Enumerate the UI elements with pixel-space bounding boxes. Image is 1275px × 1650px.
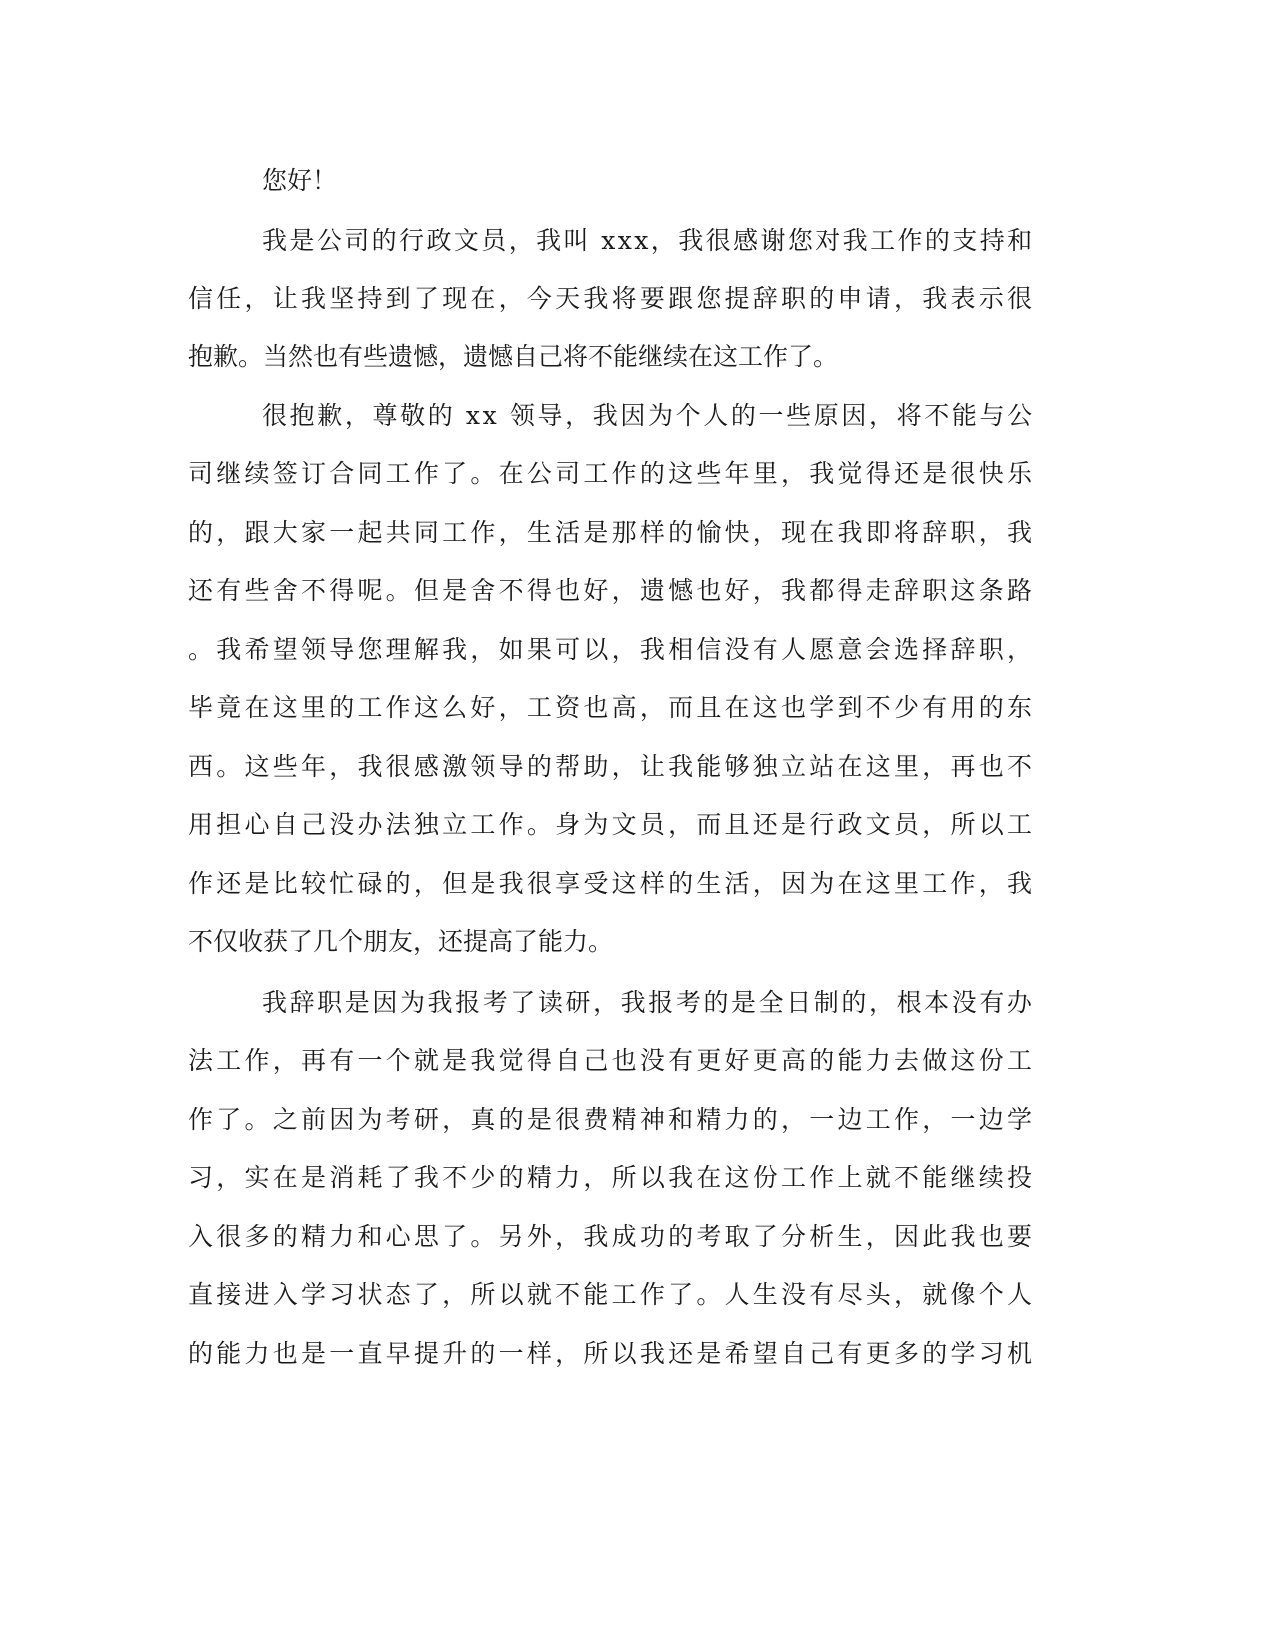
paragraph-3-line-5: 入很多的精力和心思了。另外，我成功的考取了分析生，因此我也要 [188,1222,1036,1251]
paragraph-3-line-4: 习，实在是消耗了我不少的精力，所以我在这份工作上就不能继续投 [188,1163,1036,1192]
paragraph-2-line-4: 还有些舍不得呢。但是舍不得也好，遗憾也好，我都得走辞职这条路 [188,576,1036,605]
paragraph-3-line-3: 作了。之前因为考研，真的是很费精神和精力的，一边工作，一边学 [188,1105,1036,1134]
paragraph-2-line-7: 西。这些年，我很感激领导的帮助，让我能够独立站在这里，再也不 [188,752,1036,781]
paragraph-2-line-10: 不仅收获了几个朋友，还提高了能力。 [188,927,614,956]
paragraph-1-line-1: 我是公司的行政文员，我叫 xxx，我很感谢您对我工作的支持和 [262,226,1035,255]
paragraph-2-line-8: 用担心自己没办法独立工作。身为文员，而且还是行政文员，所以工 [188,810,1036,839]
paragraph-2-line-6: 毕竟在这里的工作这么好，工资也高，而且在这也学到不少有用的东 [188,693,1036,722]
greeting-line: 您好！ [262,166,338,195]
paragraph-2-line-2: 司继续签订合同工作了。在公司工作的这些年里，我觉得还是很快乐 [188,459,1036,488]
paragraph-2-line-9: 作还是比较忙碌的，但是我很享受这样的生活，因为在这里工作，我 [188,869,1036,898]
paragraph-3-line-2: 法工作，再有一个就是我觉得自己也没有更好更高的能力去做这份工 [188,1046,1036,1075]
paragraph-2-line-5: 。我希望领导您理解我，如果可以，我相信没有人愿意会选择辞职， [188,635,1036,664]
paragraph-3-line-1: 我辞职是因为我报考了读研，我报考的是全日制的，根本没有办 [262,988,1035,1017]
paragraph-1-line-3: 抱歉。当然也有些遗憾，遗憾自己将不能继续在这工作了。 [188,342,839,371]
paragraph-1-line-2: 信任，让我坚持到了现在，今天我将要跟您提辞职的申请，我表示很 [188,284,1036,313]
paragraph-3-line-7: 的能力也是一直早提升的一样，所以我还是希望自己有更多的学习机 [188,1339,1036,1368]
paragraph-3-line-6: 直接进入学习状态了，所以就不能工作了。人生没有尽头，就像个人 [188,1280,1036,1309]
paragraph-2-line-1: 很抱歉，尊敬的 xx 领导，我因为个人的一些原因，将不能与公 [262,401,1035,430]
paragraph-2-line-3: 的，跟大家一起共同工作，生活是那样的愉快，现在我即将辞职，我 [188,518,1036,547]
